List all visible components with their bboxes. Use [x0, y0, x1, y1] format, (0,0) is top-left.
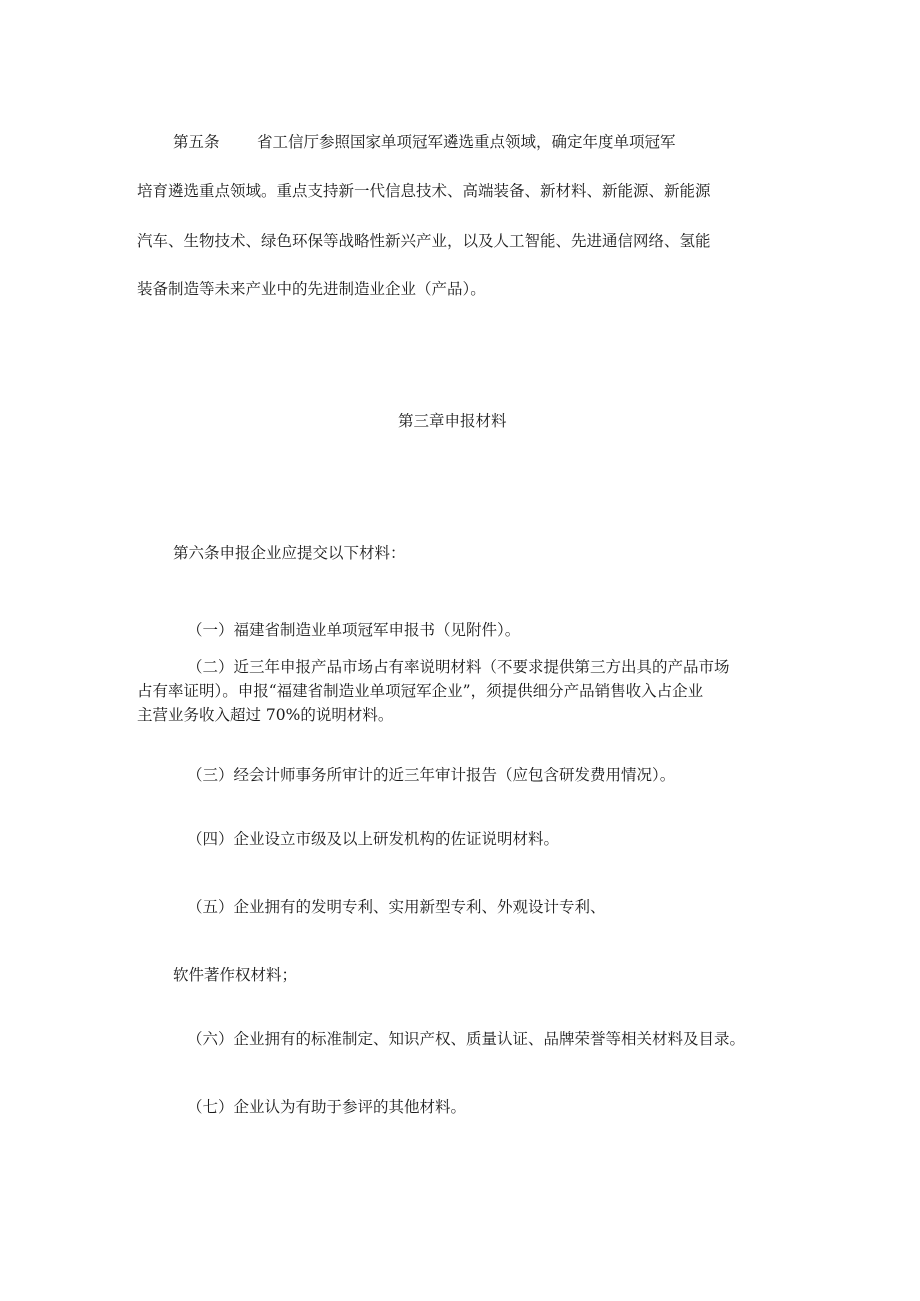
article-5-line-2: 培育遴选重点领域。重点支持新一代信息技术、高端装备、新材料、新能源、新能源: [137, 182, 711, 200]
material-item-7: （七）企业认为有助于参评的其他材料。: [187, 1098, 467, 1116]
material-item-6: （六）企业拥有的标准制定、知识产权、质量认证、品牌荣誉等相关材料及目录。: [187, 1030, 746, 1048]
material-item-2-line-3: 主营业务收入超过 70%的说明材料。: [137, 706, 394, 724]
article-5-line-3: 汽车、生物技术、绿色环保等战略性新兴产业，以及人工智能、先进通信网络、氢能: [137, 232, 711, 250]
material-item-5-line-1: （五）企业拥有的发明专利、实用新型专利、外观设计专利、: [187, 898, 606, 916]
chapter-3-heading: 第三章申报材料: [398, 412, 507, 430]
material-item-1: （一）福建省制造业单项冠军申报书（见附件）。: [187, 621, 521, 639]
article-5-line-1: [173, 131, 676, 153]
article-5-line-4: 装备制造等未来产业中的先进制造业企业（产品）。: [137, 280, 486, 298]
material-item-2-line-2: 占有率证明）。申报“福建省制造业单项冠军企业”，须提供细分产品销售收入占企业: [137, 682, 704, 700]
material-item-5-line-2: 软件著作权材料；: [173, 966, 298, 984]
material-item-3: （三）经会计师事务所审计的近三年审计报告（应包含研发费用情况）。: [187, 766, 676, 784]
article-6-intro: 第六条申报企业应提交以下材料：: [173, 544, 406, 562]
material-item-4: （四）企业设立市级及以上研发机构的佐证说明材料。: [187, 830, 560, 848]
article-5-text: 省工信厅参照国家单项冠军遴选重点领域，确定年度单项冠军: [257, 133, 676, 151]
article-5-label: 第五条: [173, 133, 220, 151]
material-item-2-line-1: （二）近三年申报产品市场占有率说明材料（不要求提供第三方出具的产品市场: [187, 658, 730, 676]
